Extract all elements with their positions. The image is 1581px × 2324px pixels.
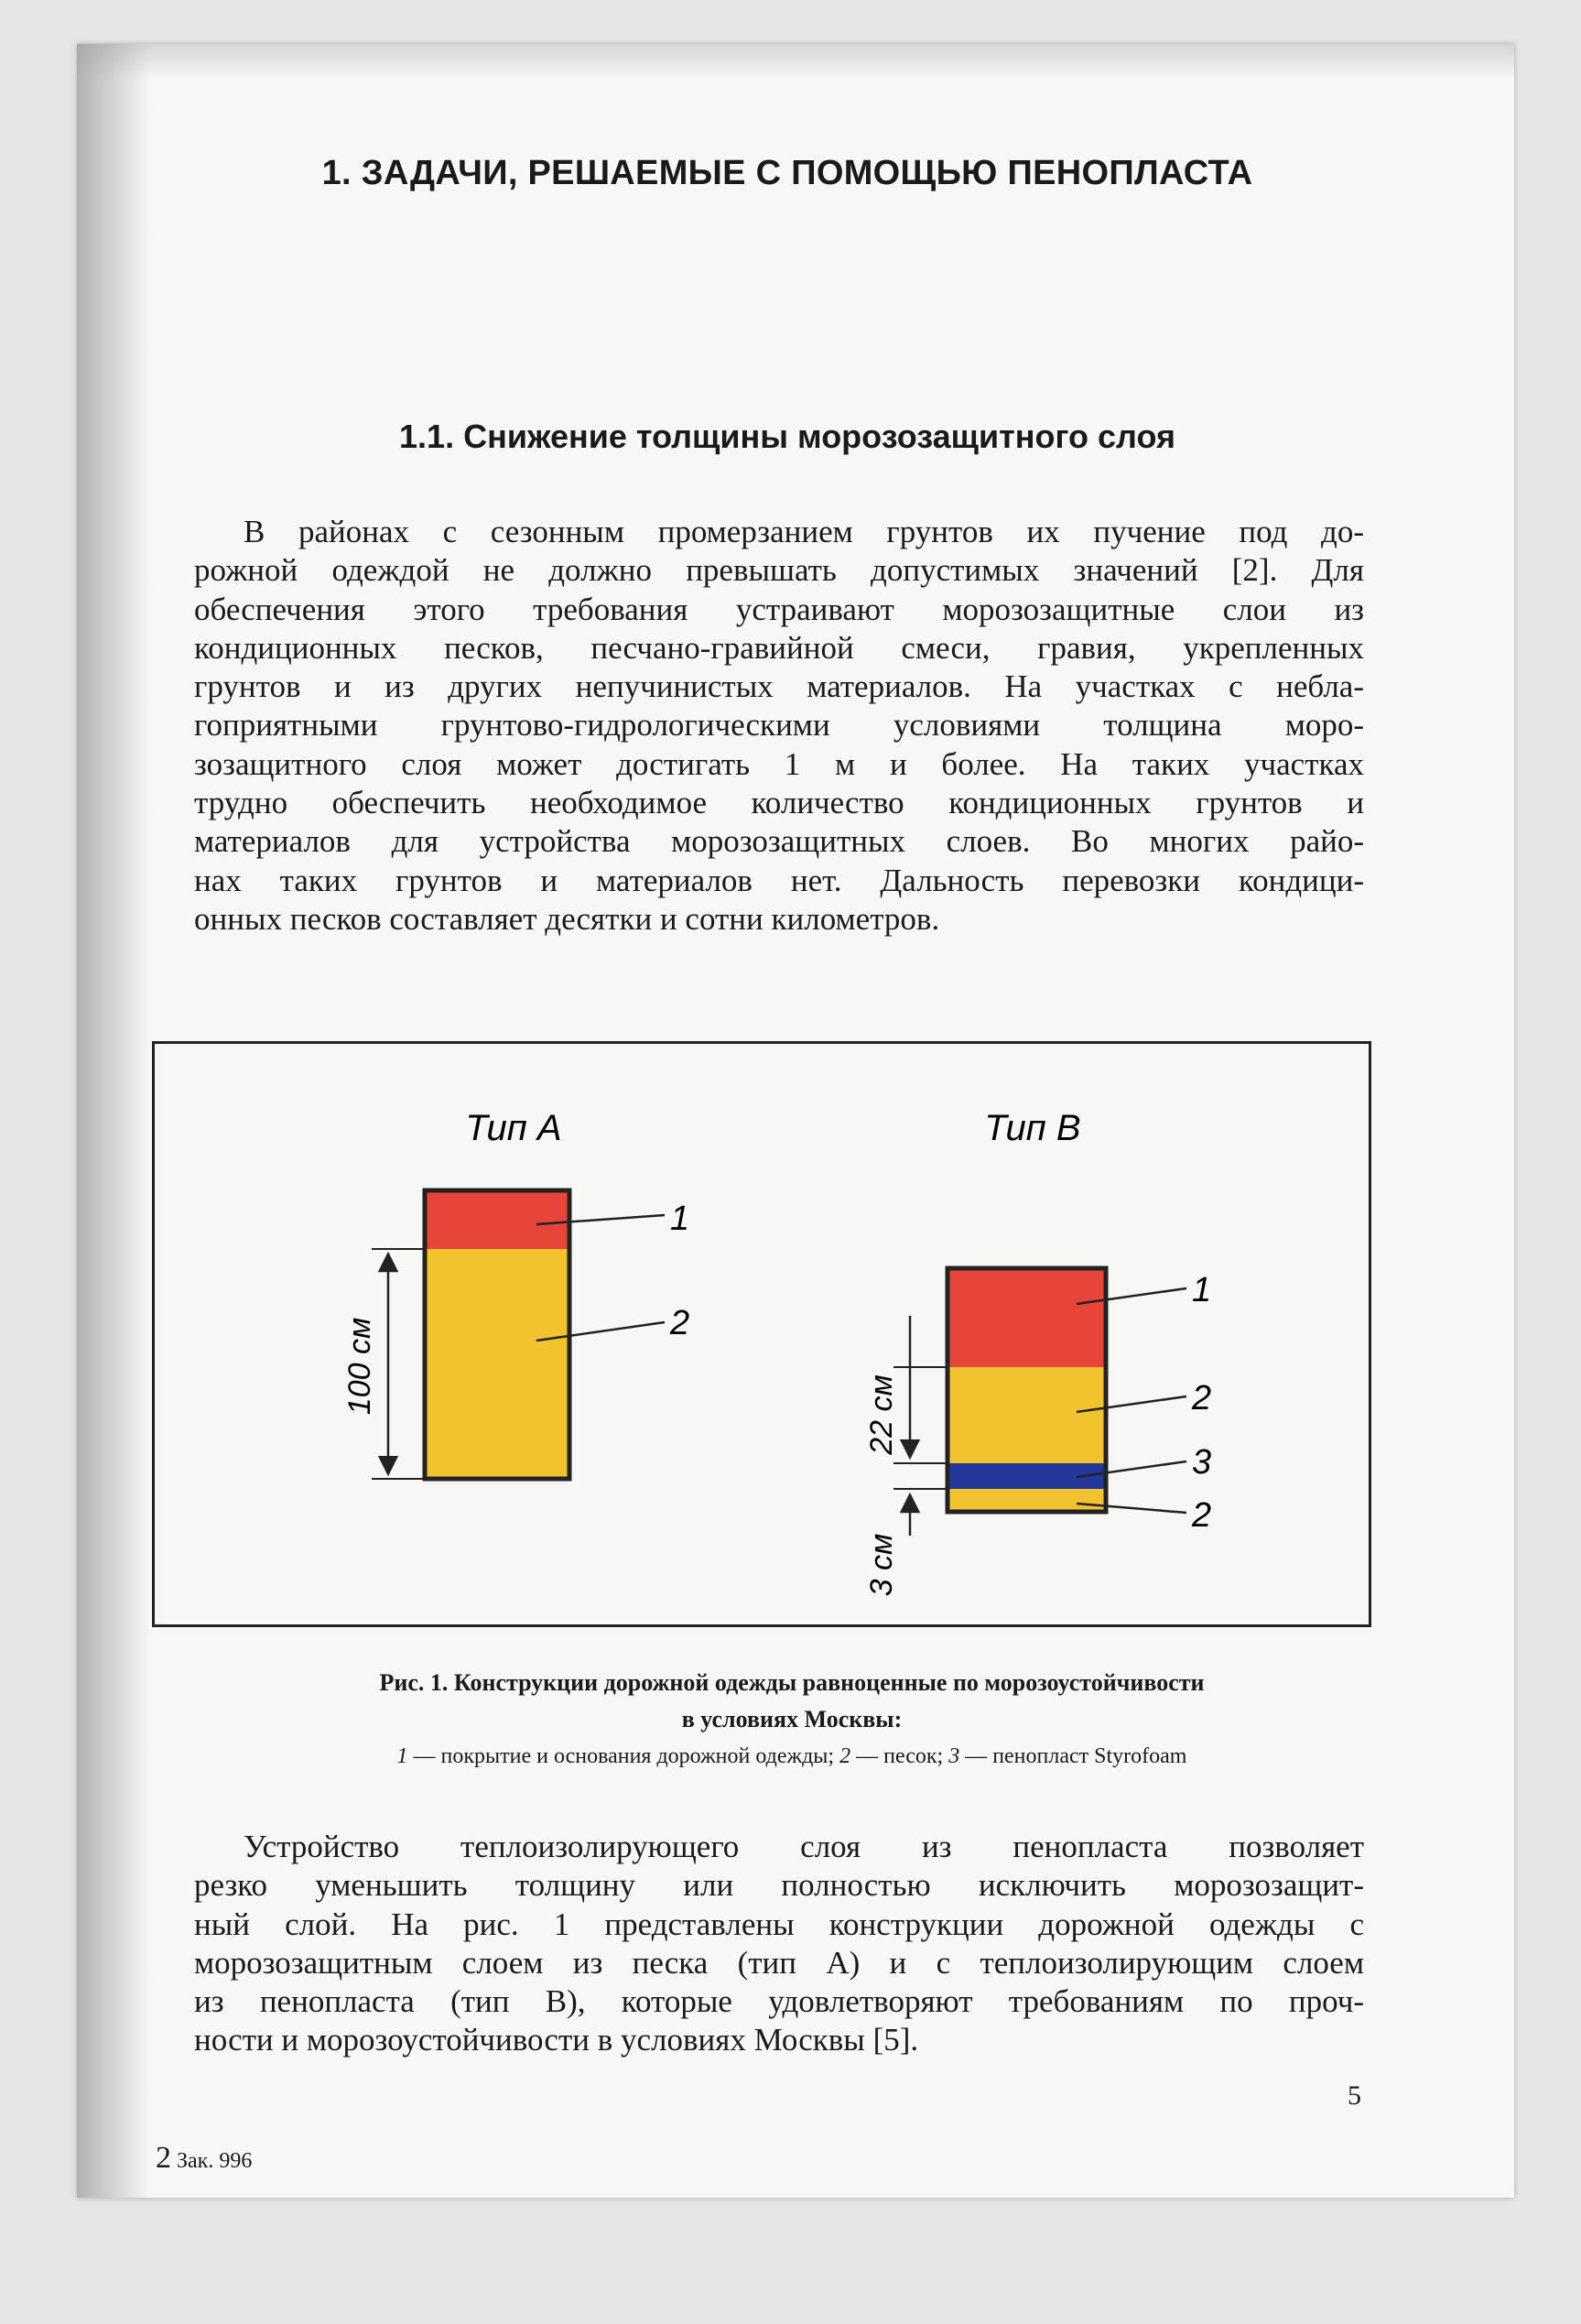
type-a-dimension: 100 см <box>342 1317 377 1416</box>
section-heading: 1.1. Снижение толщины морозозащитного слоя <box>399 418 1175 455</box>
type-b-label-1: 1 <box>1192 1271 1212 1309</box>
text-line: онных песков составляет десятки и сотни километров. <box>194 900 940 937</box>
legend-text: — пенопласт Styrofoam <box>959 1744 1187 1768</box>
legend-text: — песок; <box>850 1744 949 1768</box>
road-construction-diagram <box>152 1041 1371 1627</box>
type-b-pavement-layer <box>948 1268 1106 1367</box>
caption-title-line-1: Рис. 1. Конструкции дорожной одежды равноценные по морозоустойчивости <box>379 1669 1205 1696</box>
page-binding-shadow <box>77 44 150 2198</box>
chapter-heading: 1. ЗАДАЧИ, РЕШАЕМЫЕ С ПОМОЩЬЮ ПЕНОПЛАСТА <box>321 154 1253 192</box>
type-b-sand-layer-lower <box>948 1489 1106 1512</box>
text-line: материалов для устройства морозозащитных слоев. Во многих райо- <box>194 823 1364 860</box>
print-signature <box>156 2141 252 2176</box>
text-line: В районах с сезонным промерзанием грунтов их пучение под до- <box>244 514 1364 549</box>
text-line: ности и морозоустойчивости в условиях Москвы [5]. <box>194 2022 919 2058</box>
type-b-label-2-lower: 2 <box>1192 1496 1212 1535</box>
text-line: резко уменьшить толщину или полностью исключить морозозащит- <box>194 1867 1364 1904</box>
type-b-label: Тип В <box>984 1108 1081 1148</box>
type-b-label-2-upper: 2 <box>1192 1379 1212 1417</box>
text-line: трудно обеспечить необходимое количество кондиционных грунтов и <box>194 785 1364 821</box>
page-top-shadow <box>77 44 1514 81</box>
legend-number: 1 <box>396 1744 408 1768</box>
caption-title-line-2: в условиях Москвы: <box>681 1706 903 1732</box>
order-number: Зак. 996 <box>177 2149 253 2173</box>
text-line: рожной одеждой не должно превышать допустимых значений [2]. Для <box>194 552 1364 589</box>
figure-caption <box>165 1665 1419 1775</box>
text-line: из пенопласта (тип В), которые удовлетворяют требованиям по проч- <box>194 1983 1364 2020</box>
type-a-sand-layer <box>425 1249 569 1479</box>
text-line: кондиционных песков, песчано-гравийной смеси, гравия, укрепленных <box>194 629 1364 666</box>
text-line: Устройство теплоизолирующего слоя из пенопласта позволяет <box>244 1829 1364 1864</box>
type-b-dimension-bottom: 3 см <box>864 1533 899 1597</box>
text-line: ный слой. На рис. 1 представлены конструкции дорожной одежды с <box>194 1906 1364 1942</box>
type-a-label-2: 2 <box>670 1304 690 1342</box>
type-b-dimension-top: 22 см <box>864 1374 899 1455</box>
type-b-label-3: 3 <box>1192 1443 1212 1482</box>
type-a-pavement-layer <box>425 1190 569 1249</box>
type-a-label: Тип А <box>465 1108 562 1148</box>
paragraph-intro <box>194 513 1364 939</box>
text-line: обеспечения этого требования устраивают морозозащитные слои из <box>194 591 1364 627</box>
paragraph-conclusion <box>194 1828 1364 2060</box>
legend-number: 3 <box>948 1744 960 1768</box>
text-line: морозозащитным слоем из песка (тип А) и с теплоизолирующим слоем <box>194 1944 1364 1981</box>
legend-number: 2 <box>839 1744 851 1768</box>
text-line: нах таких грунтов и материалов нет. Дальность перевозки кондици- <box>194 862 1364 898</box>
text-line: гоприятными грунтово-гидрологическими условиями толщина моро- <box>194 707 1364 744</box>
caption-legend <box>165 1738 1419 1775</box>
page-number: 5 <box>1348 2080 1361 2111</box>
sheet-number: 2 <box>156 2141 171 2175</box>
type-b-sand-layer-upper <box>948 1367 1106 1463</box>
legend-text: — покрытие и основания дорожной одежды; <box>407 1744 840 1768</box>
type-a-label-1: 1 <box>670 1200 690 1238</box>
text-line: зозащитного слоя может достигать 1 м и более. На таких участках <box>194 745 1364 782</box>
text-line: грунтов и из других непучинистых материалов. На участках с небла- <box>194 668 1364 705</box>
